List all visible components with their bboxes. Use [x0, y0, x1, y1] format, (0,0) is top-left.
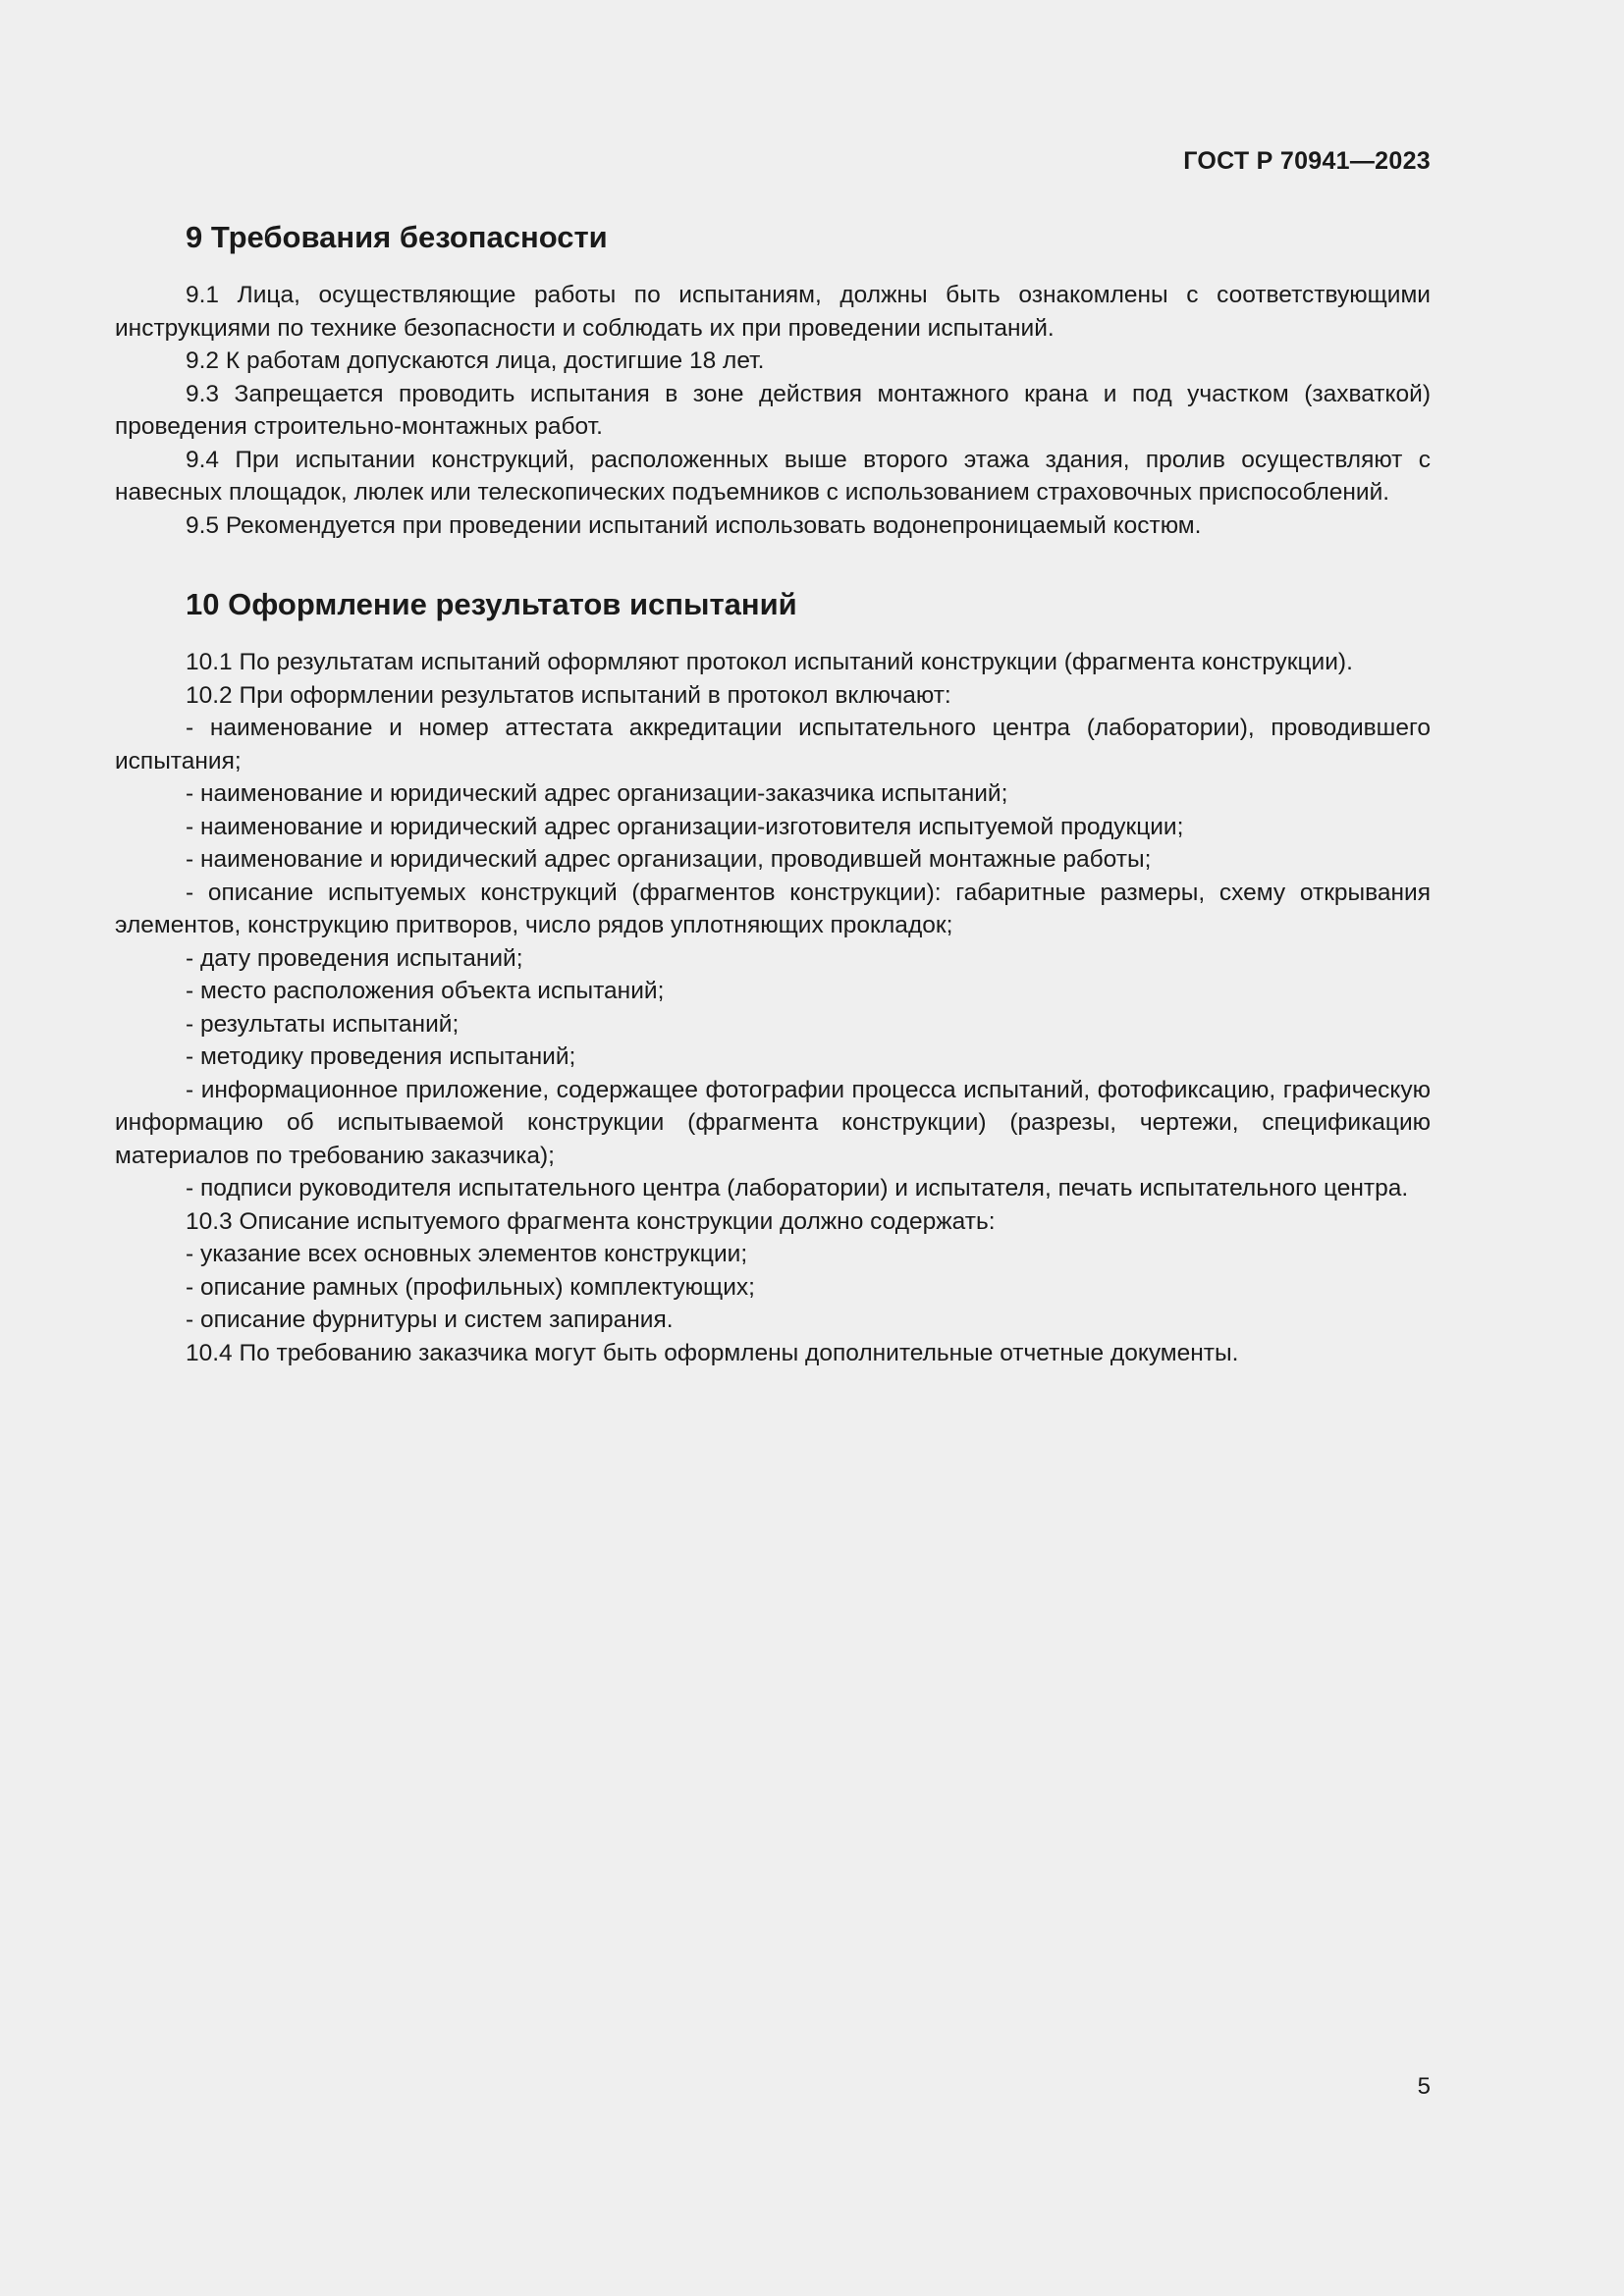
section-9-title: 9 Требования безопасности — [186, 220, 608, 254]
list-item: - наименование и юридический адрес организации-изготовителя испытуемой продукции; — [186, 813, 1184, 840]
section-10-title: 10 Оформление результатов испытаний — [186, 587, 797, 621]
paragraph-9-1: 9.1 Лица, осуществляющие работы по испытаниям, должны быть ознакомлены с соответствующими инструкциями по технике безопасности и соблюдать их при проведении испытаний. — [115, 282, 1431, 342]
list-item: - наименование и номер аттестата аккредитации испытательного центра (лаборатории), проводившего испытания; — [115, 715, 1431, 774]
list-item: - подписи руководителя испытательного центра (лаборатории) и испытателя, печать испытательного центра. — [186, 1175, 1409, 1201]
list-item: - место расположения объекта испытаний; — [186, 978, 665, 1004]
paragraph-10-1: 10.1 По результатам испытаний оформляют протокол испытаний конструкции (фрагмента конструкции). — [186, 649, 1353, 675]
list-item: - описание фурнитуры и систем запирания. — [186, 1307, 674, 1333]
paragraph-10-2: 10.2 При оформлении результатов испытаний в протокол включают: — [186, 681, 951, 709]
list-item: - описание испытуемых конструкций (фрагментов конструкции): габаритные размеры, схему открывания элементов, конструкцию притворов, число рядов уплотняющих прокладок; — [115, 879, 1431, 938]
list-item: - наименование и юридический адрес организации, проводившей монтажные работы; — [186, 846, 1152, 873]
paragraph-10-3: 10.3 Описание испытуемого фрагмента конструкции должно содержать: — [186, 1207, 996, 1235]
document-code: ГОСТ Р 70941—2023 — [1183, 147, 1431, 175]
page-number: 5 — [1417, 2073, 1431, 2100]
list-item: - методику проведения испытаний; — [186, 1043, 576, 1070]
list-item: - результаты испытаний; — [186, 1010, 460, 1038]
list-item: - наименование и юридический адрес организации-заказчика испытаний; — [186, 780, 1008, 807]
paragraph-10-4: 10.4 По требованию заказчика могут быть оформлены дополнительные отчетные документы. — [186, 1339, 1239, 1366]
paragraph-9-2: 9.2 К работам допускаются лица, достигшие 18 лет. — [186, 347, 765, 374]
list-item: - информационное приложение, содержащее фотографии процесса испытаний, фотофиксацию, графическую информацию об испытываемой конструкции (фрагмента конструкции) (разрезы, чертежи, спецификацию материалов по требованию заказчика); — [115, 1076, 1431, 1169]
paragraph-9-4: 9.4 При испытании конструкций, расположенных выше второго этажа здания, пролив осуществляют с навесных площадок, люлек или телескопических подъемников с использованием страховочных приспособлений. — [115, 446, 1431, 506]
list-item: - указание всех основных элементов конструкции; — [186, 1241, 748, 1267]
document-body — [115, 218, 1431, 1369]
paragraph-9-3: 9.3 Запрещается проводить испытания в зоне действия монтажного крана и под участком (захваткой) проведения строительно-монтажных работ. — [115, 380, 1431, 440]
paragraph-9-5: 9.5 Рекомендуется при проведении испытаний использовать водонепроницаемый костюм. — [186, 511, 1202, 539]
list-item: - описание рамных (профильных) комплектующих; — [186, 1273, 755, 1301]
list-item: - дату проведения испытаний; — [186, 944, 523, 972]
